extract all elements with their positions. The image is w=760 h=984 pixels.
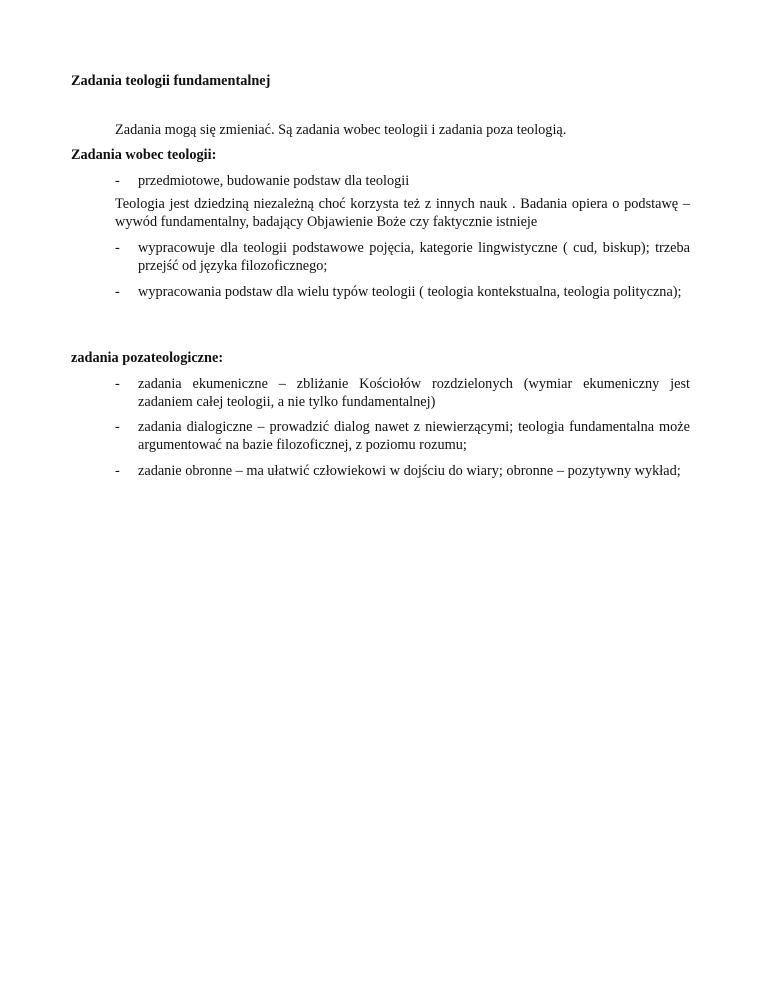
list-item-text: zadania ekumeniczne – zbliżanie Kościołów rozdzielonych (wymiar ekumeniczny jest zadaniem całej teologii, a nie tylko fundamentalnej) [138, 376, 690, 410]
document-title: Zadania teologii fundamentalnej [71, 73, 271, 89]
section-heading-pozateologiczne: zadania pozateologiczne: [71, 350, 224, 366]
bullet-dash: - [115, 376, 120, 392]
list-item-text: zadania dialogiczne – prowadzić dialog nawet z niewierzącymi; teologia fundamentalna może argumentować na bazie filozoficznej, z poziomu rozumu; [138, 419, 690, 453]
body-paragraph: Teologia jest dziedziną niezależną choć korzysta też z innych nauk . Badania opiera o podstawę – wywód fundamentalny, badający Objawienie Boże czy faktycznie istnieje [115, 196, 690, 230]
list-item [115, 283, 690, 301]
bullet-dash: - [115, 463, 120, 479]
list-item [115, 239, 690, 275]
bullet-dash: - [115, 419, 120, 435]
list-item-text: wypracowuje dla teologii podstawowe pojęcia, kategorie lingwistyczne ( cud, biskup); trzeba przejść od języka filozoficznego; [138, 240, 690, 274]
list-item-text: wypracowania podstaw dla wielu typów teologii ( teologia kontekstualna, teologia polityczna); [138, 284, 682, 300]
bullet-dash: - [115, 240, 120, 256]
intro-paragraph: Zadania mogą się zmieniać. Są zadania wobec teologii i zadania poza teologią. [115, 122, 567, 138]
list-item [115, 418, 690, 454]
list-item-text: przedmiotowe, budowanie podstaw dla teologii [138, 173, 410, 189]
bullet-dash: - [115, 173, 120, 189]
bullet-dash: - [115, 284, 120, 300]
list-item-text: zadanie obronne – ma ułatwić człowiekowi w dojściu do wiary; obronne – pozytywny wykład; [138, 463, 681, 479]
list-item [115, 172, 690, 190]
list-item [115, 462, 690, 480]
list-item [115, 375, 690, 411]
section-heading-wobec-teologii: Zadania wobec teologii: [71, 147, 217, 163]
